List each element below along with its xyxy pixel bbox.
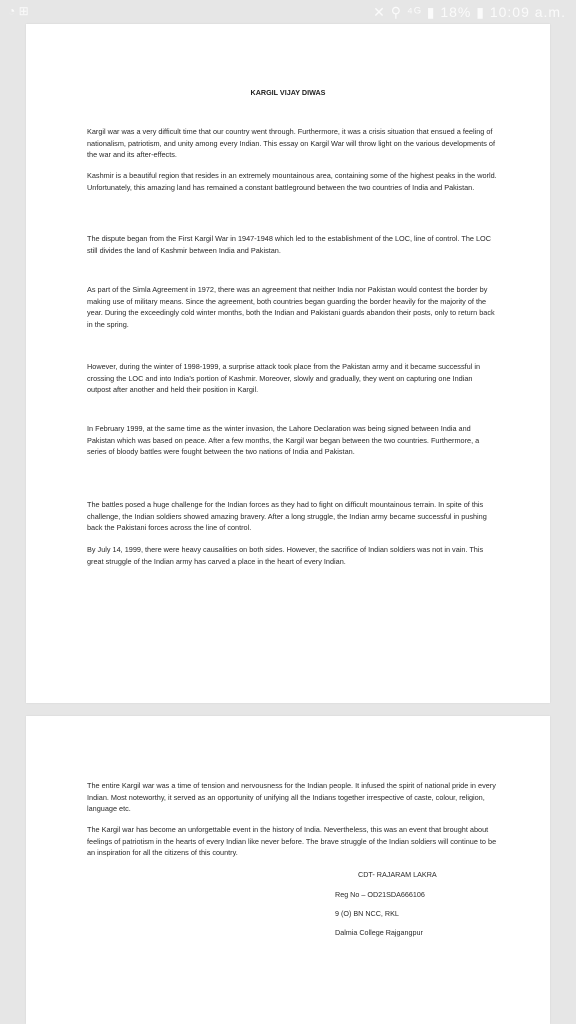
signature-reg-no: Reg No – OD21SDA666106: [335, 890, 425, 899]
paragraph: The dispute began from the First Kargil War in 1947-1948 which led to the establishment of the LOC, line of control. The LOC still divides the land of Kashmir between India and Pakistan.: [87, 234, 491, 255]
paragraph: Kargil war was a very difficult time that our country went through. Furthermore, it was a crisis situation that ensued a feeling of nationalism, patriotism, and unity among every Indian. This essay on Kargil War will throw light on the various developments of the war and its after-effects.: [87, 127, 496, 160]
document-page-2: [26, 716, 550, 1024]
paragraph: Kashmir is a beautiful region that resides in an extremely mountainous area, containing some of the highest peaks in the world. Unfortunately, this amazing land has remained a constant battleground between the two countries of India and Pakistan.: [87, 171, 497, 192]
signature-college: Dalmia College Rajgangpur: [335, 928, 423, 937]
status-bar-right-indicators: ✕ ⚲ ⁴ᴳ ▮ 18% ▮ 10:09 a.m.: [373, 4, 566, 20]
paragraph: The entire Kargil war was a time of tension and nervousness for the Indian people. It infused the spirit of national pride in every Indian. Most noteworthy, it served as an opportunity of unifying all the Indians together irrespective of caste, colour, religion, language etc.: [87, 781, 496, 814]
status-bar: [0, 0, 576, 26]
paragraph: The Kargil war has become an unforgettable event in the history of India. Nevertheless, this was an event that brought about feelings of patriotism in the hearts of every Indian like never before. The brave struggle of the Indian soldiers will continue to be an inspiration for all the citizens of this country.: [87, 825, 497, 858]
paragraph: By July 14, 1999, there were heavy causalities on both sides. However, the sacrifice of Indian soldiers was not in vain. This great struggle of the Indian army has carved a place in the heart of every Indian.: [87, 545, 484, 566]
paragraph: The battles posed a huge challenge for the Indian forces as they had to fight on difficult mountainous terrain. In spite of this challenge, the Indian soldiers showed amazing bravery. After a long struggle, the Indian army became successful in pushing back the Pakistani forces across the line of control.: [87, 500, 487, 533]
document-title: KARGIL VIJAY DIWAS: [250, 88, 326, 97]
signature-name: CDT- RAJARAM LAKRA: [358, 870, 437, 879]
signature-unit: 9 (O) BN NCC, RKL: [335, 909, 399, 918]
paragraph: However, during the winter of 1998-1999, a surprise attack took place from the Pakistan army and it became successful in crossing the LOC and into India’s portion of Kashmir. Moreover, slowly and gradually, they went on capturing one Indian outpost after another and held their position in Kargil.: [87, 362, 481, 395]
paragraph: As part of the Simla Agreement in 1972, there was an agreement that neither India nor Pakistan would contest the border by making use of military means. Since the agreement, both countries began guarding the border heavily for the majority of the year. During the exceedingly cold winter months, both the Indian and Pakistani guards abandon their posts, only to return back in the spring.: [87, 285, 495, 329]
paragraph: In February 1999, at the same time as the winter invasion, the Lahore Declaration was being signed between India and Pakistan which was based on peace. After a few months, the Kargil war began between the two countries. Furthermore, a series of bloody battles were fought between the two nations of India and Pakistan.: [87, 424, 480, 457]
document-page-1: [26, 24, 550, 703]
status-bar-left-icons: ◔ ⊞: [8, 4, 29, 18]
